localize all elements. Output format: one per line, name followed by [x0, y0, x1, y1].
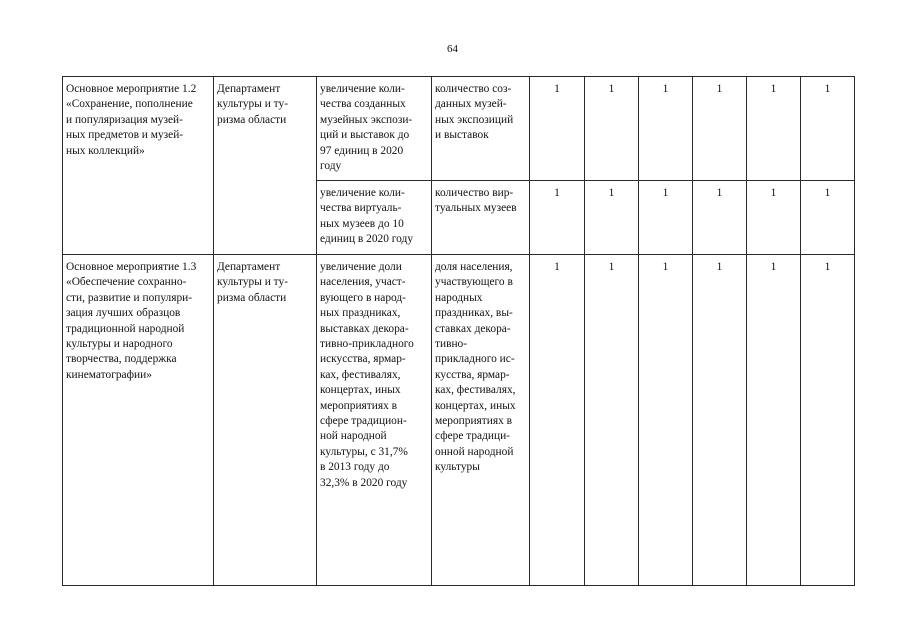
value-cell: 1	[639, 181, 693, 255]
value-cell: 1	[801, 255, 855, 586]
value-cell: 1	[693, 255, 747, 586]
executor-name: Департамент культуры и ту- ризма области	[217, 83, 288, 126]
table-row	[63, 77, 855, 181]
value-cell: 1	[585, 255, 639, 586]
event-cell	[63, 77, 214, 255]
event-cell	[63, 255, 214, 586]
result-cell	[317, 181, 432, 255]
value-cell: 1	[639, 255, 693, 586]
value-cell: 1	[693, 181, 747, 255]
value-cell: 1	[639, 77, 693, 181]
value-cell: 1	[747, 255, 801, 586]
value-cell: 1	[585, 181, 639, 255]
executor-name: Департамент культуры и ту- ризма области	[217, 261, 288, 304]
program-measures-table	[62, 76, 855, 586]
indicator-name: доля населения, участвующего в народных праздниках, вы- ставках декора- тивно- прикладного ис- кусства, ярмар- ках, фестивалях, концертах, иных мероприятиях в сфере традици- онной народной культуры	[435, 261, 516, 474]
executor-cell	[214, 77, 317, 255]
value-cell: 1	[747, 77, 801, 181]
measure-cell	[432, 255, 530, 586]
value-cell: 1	[530, 77, 585, 181]
indicator-name: количество вир- туальных музеев	[435, 187, 517, 215]
result-cell	[317, 77, 432, 181]
value-cell: 1	[530, 255, 585, 586]
result-cell	[317, 255, 432, 586]
event-name: Основное мероприятие 1.3 «Обеспечение сохранно- сти, развитие и популяри- зация лучших образцов традиционной народной культуры и народного творчества, поддержка кинематографии»	[66, 261, 197, 381]
expected-result: увеличение коли- чества созданных музейных экспози- ций и выставок до 97 единиц в 2020 году	[320, 83, 413, 173]
value-cell: 1	[693, 77, 747, 181]
value-cell: 1	[801, 181, 855, 255]
value-cell: 1	[530, 181, 585, 255]
executor-cell	[214, 255, 317, 586]
value-cell: 1	[747, 181, 801, 255]
measure-cell	[432, 181, 530, 255]
value-cell: 1	[585, 77, 639, 181]
table-row	[63, 255, 855, 586]
expected-result: увеличение доли населения, участ- вующего в народ- ных праздниках, выставках декора- тивно-прикладного искусства, ярмар- ках, фестивалях, концертах, иных мероприятиях в сфере традицион- ной народной культуры, с 31,7% в 2013 году до 32,3% в 2020 году	[320, 261, 414, 489]
event-name: Основное мероприятие 1.2 «Сохранение, пополнение и популяризация музей- ных предметов и музей- ных коллекций»	[66, 83, 197, 157]
page-number: 64	[447, 43, 458, 55]
expected-result: увеличение коли- чества виртуаль- ных музеев до 10 единиц в 2020 году	[320, 187, 414, 246]
value-cell: 1	[801, 77, 855, 181]
measure-cell	[432, 77, 530, 181]
indicator-name: количество соз- данных музей- ных экспозиций и выставок	[435, 83, 514, 142]
